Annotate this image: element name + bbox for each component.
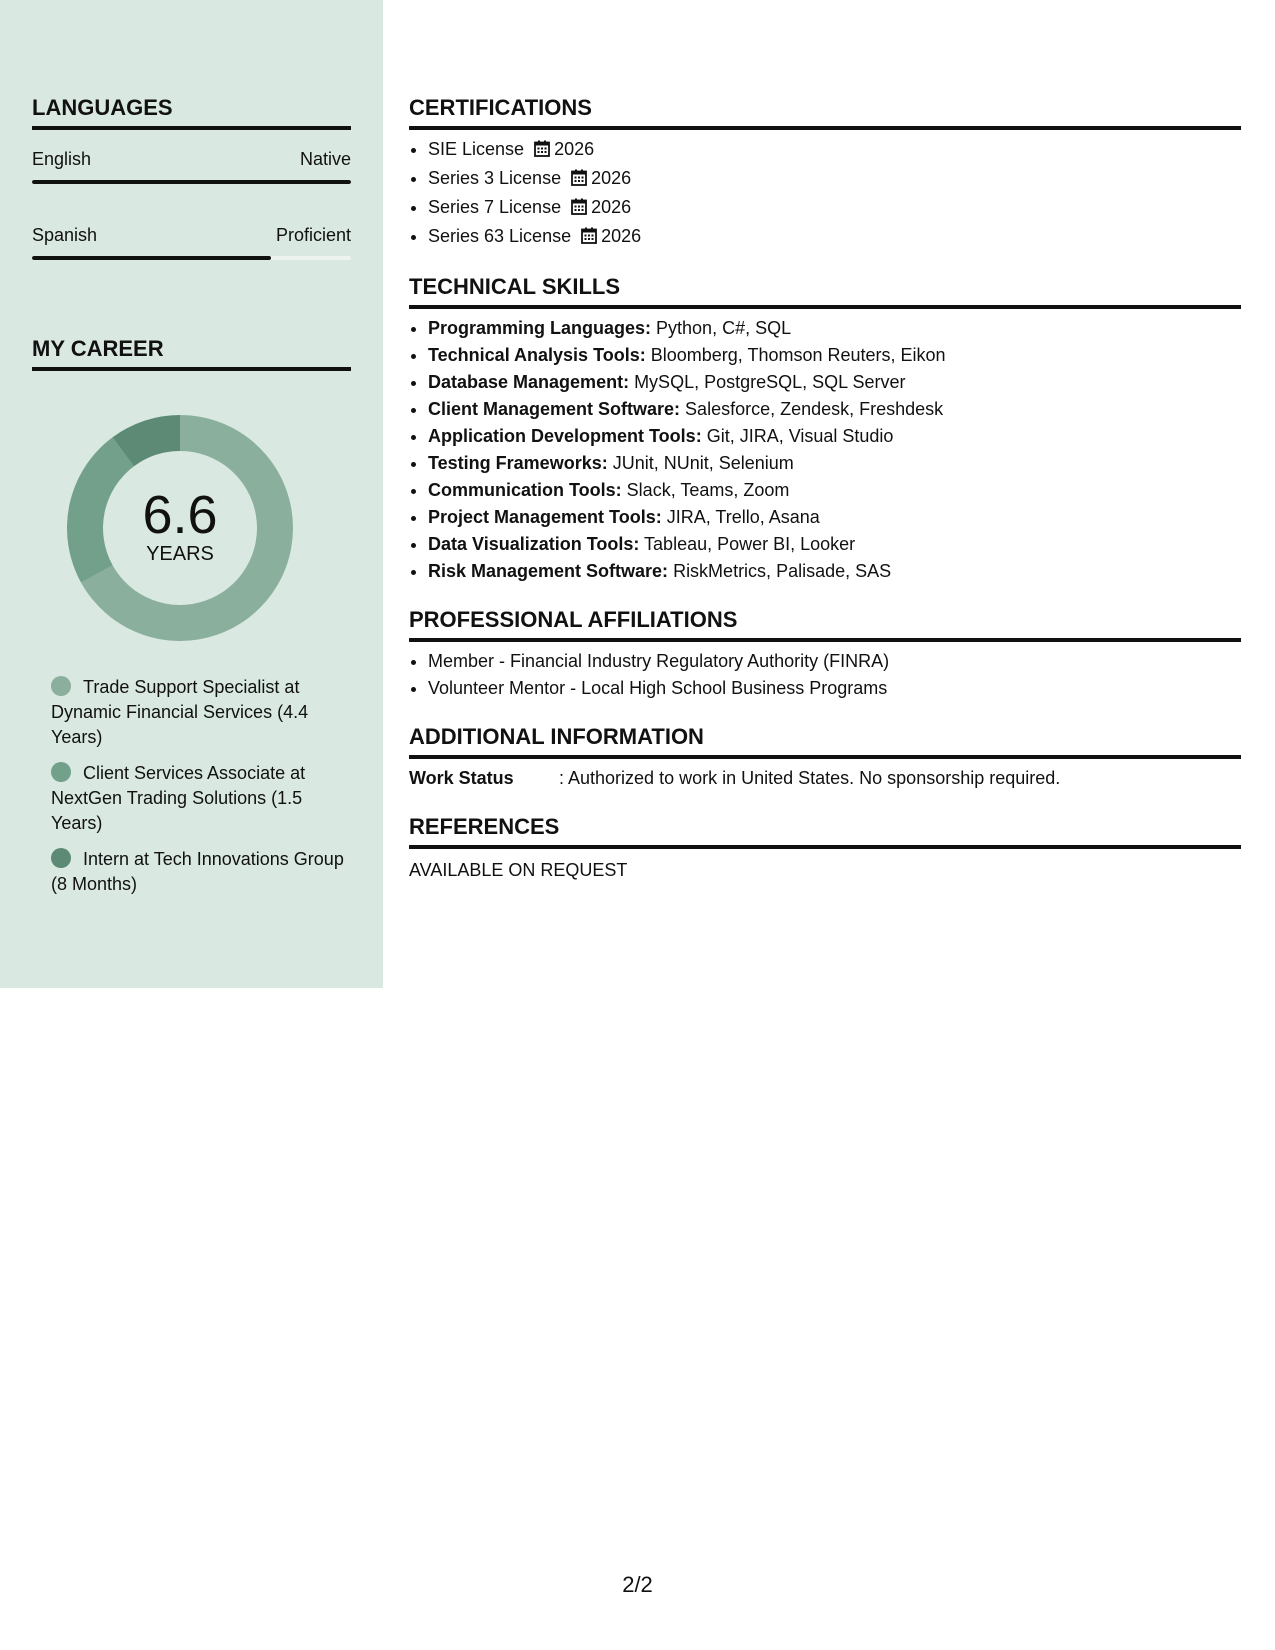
additional-info-section xyxy=(409,724,1241,792)
certification-item xyxy=(428,223,1241,252)
affiliations-section xyxy=(409,607,1241,702)
skill-value: Slack, Teams, Zoom xyxy=(621,480,790,500)
certification-item xyxy=(428,165,1241,194)
skill-value: Bloomberg, Thomson Reuters, Eikon xyxy=(645,345,946,365)
skill-label: Client Management Software: xyxy=(428,399,681,419)
skill-value: JUnit, NUnit, Selenium xyxy=(607,453,794,473)
calendar-icon xyxy=(534,138,550,165)
career-item xyxy=(51,675,351,750)
work-status-value: : Authorized to work in United States. No sponsorship required. xyxy=(559,768,1061,788)
skill-label: Application Development Tools: xyxy=(428,426,702,446)
skill-value: Salesforce, Zendesk, Freshdesk xyxy=(680,399,944,419)
certification-year: 2026 xyxy=(601,226,642,246)
certification-name: Series 3 License xyxy=(428,168,562,188)
skill-item xyxy=(428,531,1241,558)
certification-item xyxy=(428,194,1241,223)
skill-item xyxy=(428,396,1241,423)
certification-year: 2026 xyxy=(591,197,632,217)
affiliations-list xyxy=(409,648,1241,702)
career-dot-icon xyxy=(51,762,71,782)
certification-name: Series 63 License xyxy=(428,226,572,246)
career-item-text: Client Services Associate at NextGen Trading Solutions (1.5 Years) xyxy=(51,763,306,833)
skill-label: Communication Tools: xyxy=(428,480,622,500)
language-level: Native xyxy=(299,149,351,169)
skill-item xyxy=(428,477,1241,504)
skill-item xyxy=(428,450,1241,477)
career-item-text: Intern at Tech Innovations Group (8 Months) xyxy=(51,849,344,894)
sidebar-content xyxy=(32,95,351,908)
career-dot-icon xyxy=(51,848,71,868)
references-title: REFERENCES xyxy=(409,814,1241,849)
skill-item xyxy=(428,369,1241,396)
calendar-icon xyxy=(571,196,587,223)
affiliation-item: • Volunteer Mentor - Local High School Business Programs xyxy=(428,675,1241,702)
certifications-list xyxy=(409,136,1241,252)
page-number: 2/2 xyxy=(622,1572,653,1597)
skill-item xyxy=(428,342,1241,369)
career-item-text: Trade Support Specialist at Dynamic Financial Services (4.4 Years) xyxy=(51,677,309,747)
skill-value: JIRA, Trello, Asana xyxy=(661,507,820,527)
sidebar xyxy=(0,0,383,988)
certification-name: Series 7 License xyxy=(428,197,562,217)
career-title: MY CAREER xyxy=(32,336,351,371)
career-total-years: 6.6 xyxy=(142,485,218,545)
certification-year: 2026 xyxy=(554,139,595,159)
technical-skills-title: TECHNICAL SKILLS xyxy=(409,274,1241,309)
career-donut-center xyxy=(67,415,293,641)
language-proficiency-fill xyxy=(32,180,351,184)
skill-value: RiskMetrics, Palisade, SAS xyxy=(668,561,892,581)
language-name: English xyxy=(32,149,92,169)
calendar-icon xyxy=(571,167,587,194)
skill-item xyxy=(428,315,1241,342)
career-donut-chart xyxy=(67,415,293,641)
references-text: AVAILABLE ON REQUEST xyxy=(409,860,628,880)
skill-label: Project Management Tools: xyxy=(428,507,662,527)
skill-value: Python, C#, SQL xyxy=(651,318,792,338)
language-item-english xyxy=(32,148,351,184)
skill-value: Tableau, Power BI, Looker xyxy=(639,534,856,554)
language-proficiency-bar xyxy=(32,180,351,184)
skills-list xyxy=(409,315,1241,585)
calendar-icon xyxy=(581,225,597,252)
certification-item xyxy=(428,136,1241,165)
affiliation-item: • Member - Financial Industry Regulatory Authority (FINRA) xyxy=(428,648,1241,675)
certification-year: 2026 xyxy=(591,168,632,188)
language-proficiency-fill xyxy=(32,256,271,260)
skill-item xyxy=(428,423,1241,450)
skill-label: Testing Frameworks: xyxy=(428,453,608,473)
career-item xyxy=(51,761,351,836)
language-item-spanish xyxy=(32,224,351,260)
languages-title: LANGUAGES xyxy=(32,95,351,130)
work-status-row xyxy=(409,765,1241,792)
language-level: Proficient xyxy=(275,225,351,245)
work-status-label: Work Status xyxy=(409,768,514,788)
references-section xyxy=(409,814,1241,884)
skill-label: Data Visualization Tools: xyxy=(428,534,640,554)
language-proficiency-bar xyxy=(32,256,351,260)
career-total-unit: YEARS xyxy=(146,543,214,565)
skill-value: Git, JIRA, Visual Studio xyxy=(701,426,894,446)
language-name: Spanish xyxy=(32,225,98,245)
certifications-section xyxy=(409,95,1241,252)
certifications-title: CERTIFICATIONS xyxy=(409,95,1241,130)
skill-label: Database Management: xyxy=(428,372,630,392)
skill-value: MySQL, PostgreSQL, SQL Server xyxy=(629,372,906,392)
skill-label: Programming Languages: xyxy=(428,318,652,338)
skill-item xyxy=(428,504,1241,531)
skill-item xyxy=(428,558,1241,585)
career-dot-icon xyxy=(51,676,71,696)
career-list xyxy=(32,675,351,897)
career-item xyxy=(51,847,351,897)
additional-info-title: ADDITIONAL INFORMATION xyxy=(409,724,1241,759)
skill-label: Technical Analysis Tools: xyxy=(428,345,646,365)
technical-skills-section xyxy=(409,274,1241,585)
main-content xyxy=(409,95,1241,884)
affiliations-title: PROFESSIONAL AFFILIATIONS xyxy=(409,607,1241,642)
certification-name: SIE License xyxy=(428,139,525,159)
skill-label: Risk Management Software: xyxy=(428,561,669,581)
